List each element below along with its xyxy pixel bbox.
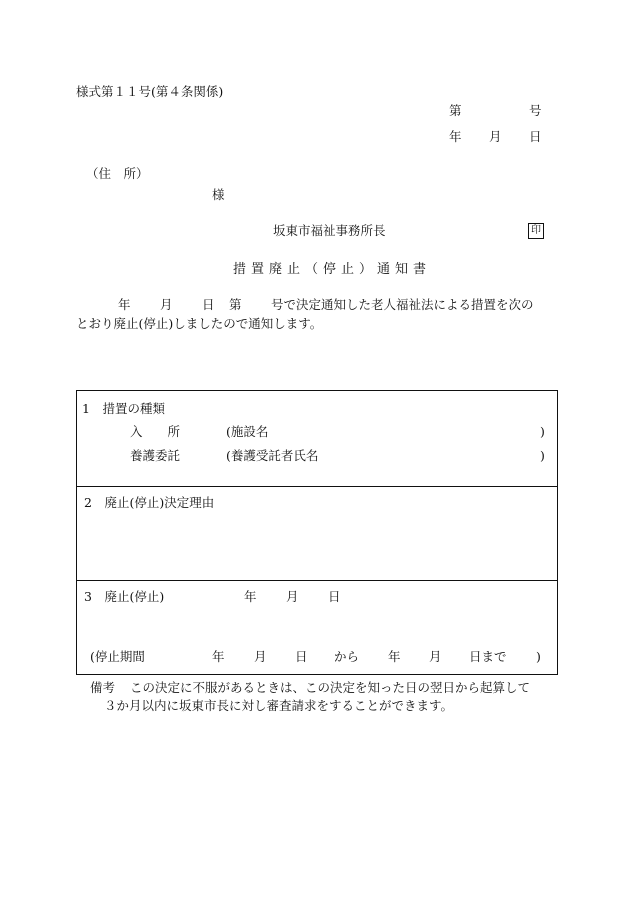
table-divider-2 [76,580,558,581]
body-line2: とおり廃止(停止)しましたので通知します。 [76,316,323,331]
doc-number-dai: 第 [449,103,462,118]
body-day: 日 [202,297,215,312]
table-divider-1 [76,486,558,487]
document-title: 措置廃止（停止）通知書 [233,262,432,277]
period-close: ) [536,649,541,664]
issue-date-month: 月 [489,129,502,144]
doc-number-go: 号 [529,103,542,118]
addressee-sama: 様 [212,187,225,202]
remarks-line1: この決定に不服があるときは、この決定を知った日の翌日から起算して [130,680,531,695]
foster-name-close: ) [540,448,545,463]
measure-type-foster: 養護委託 [130,448,181,463]
seal-mark: 印 [528,223,544,239]
period-start-day: 日 [295,649,308,664]
period-start-month: 月 [254,649,267,664]
stop-date-day: 日 [328,589,341,604]
facility-name-close: ) [540,424,545,439]
body-month: 月 [160,297,173,312]
body-dai: 第 [229,297,242,312]
facility-name-field: (施設名 [226,424,269,439]
issue-date-year: 年 [449,129,462,144]
period-end-month: 月 [429,649,442,664]
foster-name-field: (養護受託者氏名 [226,448,319,463]
stop-period-label: (停止期間 [90,649,145,664]
issue-date-day: 日 [529,129,542,144]
stop-date-year: 年 [244,589,257,604]
form-number: 様式第１１号(第４条関係) [76,84,224,99]
address-label: （住 所） [86,166,149,181]
period-end-day: 日まで [469,649,507,664]
body-year: 年 [118,297,131,312]
section1-heading: 1 措置の種類 [82,401,165,416]
section2-heading: 2 廃止(停止)決定理由 [84,495,215,510]
remarks-label: 備考 [90,680,116,695]
measure-type-admission: 入 所 [130,424,181,439]
period-end-year: 年 [388,649,401,664]
sender-name: 坂東市福祉事務所長 [273,223,386,238]
stop-date-month: 月 [286,589,299,604]
period-kara: から [334,649,360,664]
body-line1-rest: 号で決定通知した老人福祉法による措置を次の [271,297,534,312]
remarks-line2: ３か月以内に坂東市長に対し審査請求をすることができます。 [104,698,454,713]
section3-heading: 3 廃止(停止) [84,589,165,604]
period-start-year: 年 [212,649,225,664]
